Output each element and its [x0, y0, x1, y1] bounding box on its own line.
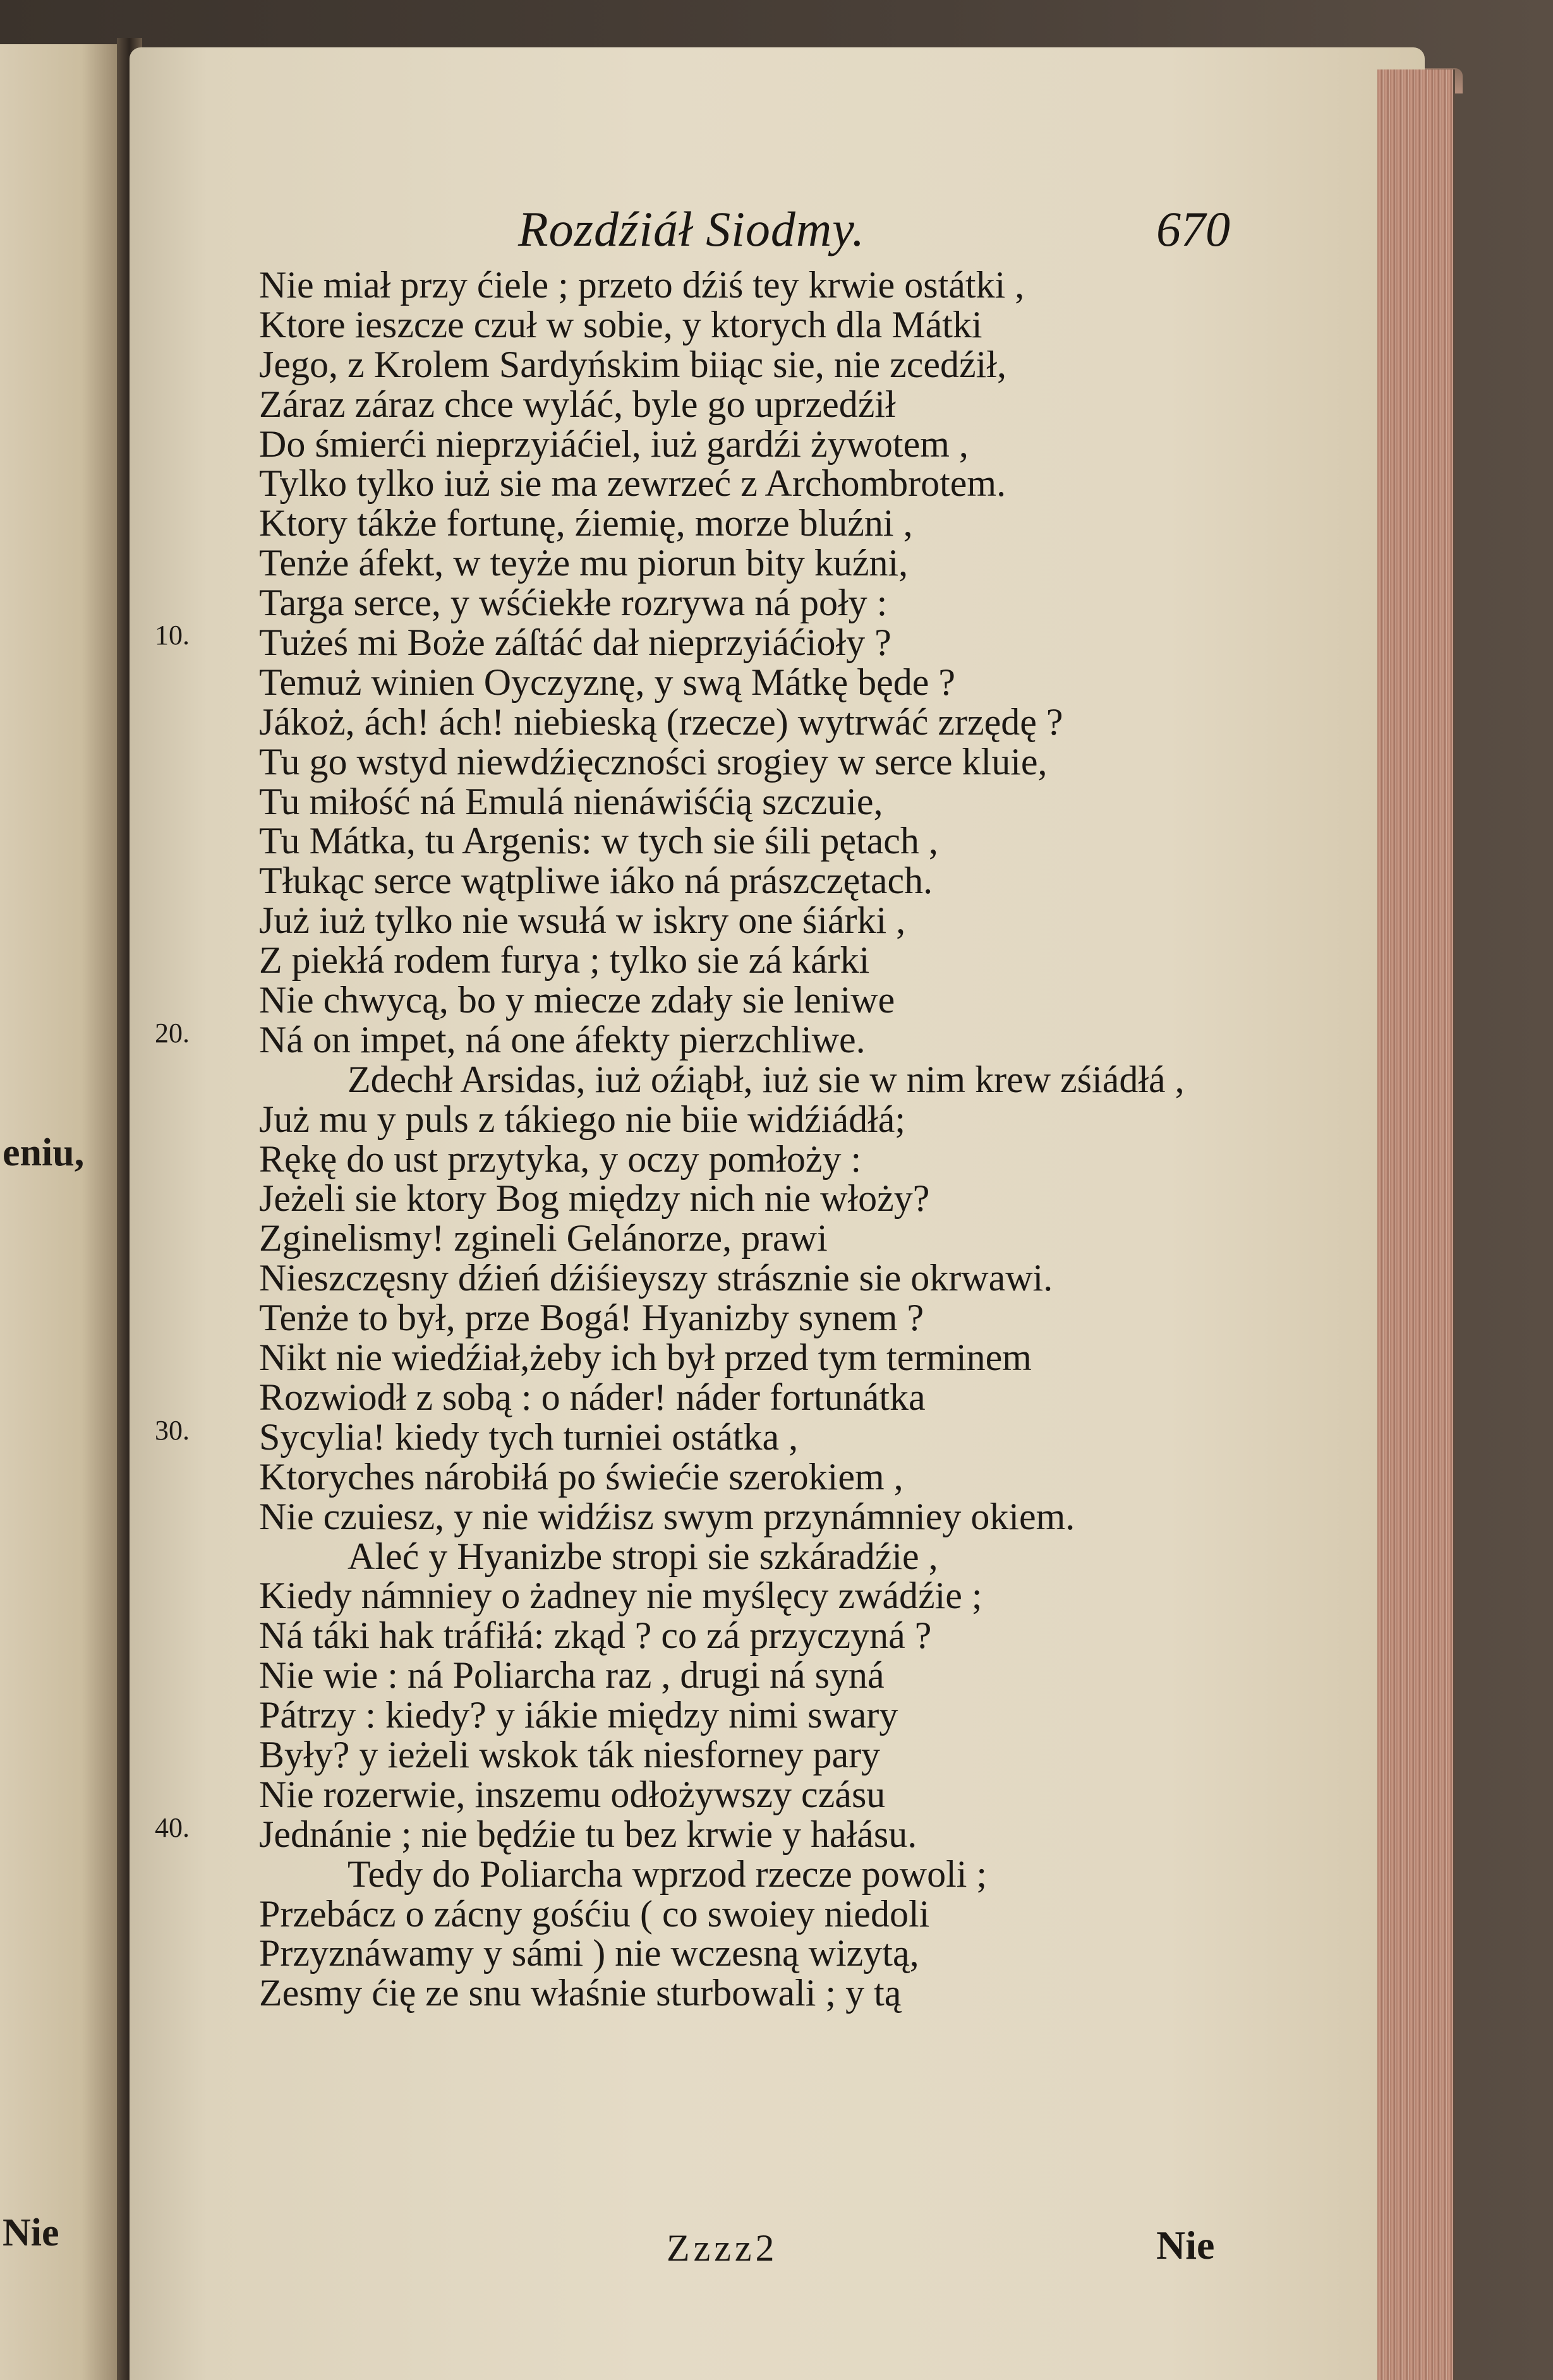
text-line: Jednánie ; nie będźie tu bez krwie y hałásu. [259, 1813, 917, 1855]
line-number: 10. [155, 620, 190, 651]
text-line: Ktore ieszcze czuł w sobie, y ktorych dla Mátki [259, 303, 982, 346]
left-page-fragment: eniu, [3, 1131, 85, 1174]
text-line: Zesmy ćię ze snu właśnie sturbowali ; y tą [259, 1972, 902, 2014]
text-line: Jego, z Krolem Sardyńskim biiąc sie, nie zcedźił, [259, 343, 1006, 385]
text-line: Ktoryches nárobiłá po świećie szerokiem , [259, 1455, 903, 1498]
line-number: 20. [155, 1018, 190, 1049]
left-page-edge [0, 44, 119, 2380]
text-line: Nieszczęsny dźień dźiśieyszy strásznie sie okrwawi. [259, 1257, 1053, 1299]
text-line: Targa serce, y wśćiekłe rozrywa ná poły : [259, 582, 888, 624]
text-line: Z piekłá rodem furya ; tylko sie zá kárki [259, 939, 870, 982]
text-line: Nie rozerwie, inszemu odłożywszy czásu [259, 1773, 886, 1815]
text-line: Jákoż, ách! ách! niebieską (rzecze) wytrwáć zrzędę ? [259, 700, 1063, 743]
text-line: Przebácz o zácny gośćiu ( co swoiey niedoli [259, 1892, 930, 1935]
text-line: Aleć y Hyanizbe stropi sie szkáradźie , [347, 1535, 938, 1577]
text-line: Tłukąc serce wątpliwe iáko ná prászczętach. [259, 860, 933, 902]
text-line: Nie czuiesz, y nie widźisz swym przynámniey okiem. [259, 1495, 1075, 1537]
text-line: Temuż winien Oyczyznę, y swą Mátkę będe ? [259, 661, 956, 703]
text-line: Záraz záraz chce wyláć, byle go uprzedźił [259, 383, 896, 425]
poem-text-block [259, 265, 1346, 2013]
text-line: Tedy do Poliarcha wprzod rzecze powoli ; [347, 1853, 988, 1895]
text-line: Tu miłość ná Emulá nienáwiśćią szczuie, [259, 780, 883, 822]
text-line: Sycylia! kiedy tych turniei ostátka , [259, 1415, 799, 1458]
text-line: Tenże to był, prze Bogá! Hyanizby synem ? [259, 1297, 924, 1339]
line-number: 40. [155, 1812, 190, 1843]
text-line: Były? y ieżeli wskok ták niesforney pary [259, 1733, 881, 1776]
text-line: Już mu y puls z tákiego nie biie widźiádłá; [259, 1098, 906, 1140]
text-line: Nikt nie wiedźiał,żeby ich był przed tym terminem [259, 1337, 1032, 1379]
text-line: Do śmierći nieprzyiáćiel, iuż gardźi żywotem , [259, 423, 969, 465]
text-line: Ktory tákże fortunę, źiemię, morze bluźni , [259, 502, 913, 544]
signature-mark: Zzzz2 [667, 2227, 778, 2269]
text-line: Jeżeli sie ktory Bog między nich nie włoży? [259, 1177, 930, 1220]
page-number: 670 [1156, 201, 1230, 256]
text-line: Tylko tylko iuż sie ma zewrzeć z Archombrotem. [259, 462, 1006, 505]
text-line: Tenże áfekt, w teyże mu piorun bity kuźni, [259, 542, 909, 584]
text-line: Kiedy námniey o żadney nie myślęcy zwádźie ; [259, 1575, 982, 1617]
text-line: Rękę do ust przytyka, y oczy pomłoży : [259, 1138, 862, 1180]
text-line: Nie chwycą, bo y miecze zdały sie leniwe [259, 979, 895, 1021]
catchword: Nie [1156, 2223, 1215, 2268]
text-line: Zdechł Arsidas, iuż oźiąbł, iuż sie w nim krew zśiádłá , [347, 1058, 1185, 1100]
line-number: 30. [155, 1415, 190, 1446]
text-line: Nie miał przy ćiele ; przeto dźiś tey krwie ostátki , [259, 264, 1025, 306]
text-line: Tużeś mi Boże záſtáć dał nieprzyiáćioły ? [259, 622, 891, 664]
text-line: Tu Mátka, tu Argenis: w tych sie śili pętach , [259, 820, 938, 862]
running-head: Rozdźiáł Siodmy. [518, 201, 866, 256]
text-line: Przyznáwamy y sámi ) nie wczesną wizytą, [259, 1932, 919, 1974]
text-line: Tu go wstyd niewdźięczności srogiey w serce kluie, [259, 740, 1048, 783]
left-page-fragment: Nie [3, 2211, 59, 2254]
text-line: Już iuż tylko nie wsułá w iskry one śiárki , [259, 899, 906, 942]
page-block-edges [1377, 69, 1455, 2380]
text-line: Rozwiodł z sobą : o náder! náder fortunátka [259, 1376, 926, 1418]
text-line: Zginelismy! zgineli Gelánorze, prawi [259, 1217, 828, 1259]
text-line: Ná on impet, ná one áfekty pierzchliwe. [259, 1018, 866, 1061]
text-line: Pátrzy : kiedy? y iákie między nimi swary [259, 1694, 898, 1736]
text-line: Nie wie : ná Poliarcha raz , drugi ná syná [259, 1654, 885, 1697]
text-line: Ná táki hak tráfiłá: zkąd ? co zá przyczyná ? [259, 1614, 932, 1657]
